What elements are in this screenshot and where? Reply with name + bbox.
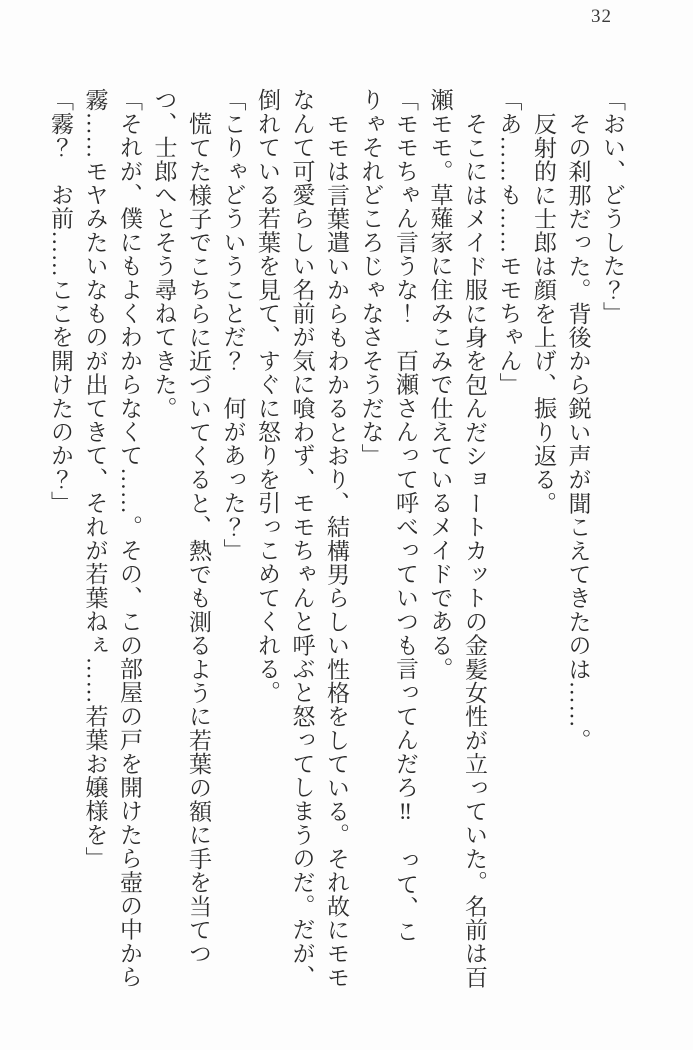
paragraph-narration: 慌てた様子でこちらに近づいてくると、熱でも測るように若葉の額に手を当てつつ、士郎へとそう尋ねてきた。 [151,88,211,966]
paragraph-dialogue: 「おい、どうした？」 [600,88,625,325]
paragraph-narration: 反射的に士郎は顔を上げ、振り返る。 [531,112,556,515]
paragraph-dialogue: 「霧？ お前……ここを開けたのか？」 [48,88,73,515]
paragraph-dialogue: 「こりゃどういうことだ？ 何があった？」 [220,88,246,562]
paragraph-dialogue: 「あ……も……モモちゃん」 [496,88,522,397]
paragraph-narration: その刹那だった。背後から鋭い声が聞こえてきたのは……。 [565,112,591,752]
paragraph-narration: モモは言葉遣いからもわかるとおり、結構男らしい性格をしている。それ故にモモなんて可愛らしい名前が気に喰わず、モモちゃんと呼ぶと怒ってしまうのだ。だが、倒れている若葉を見て、すぐに怒りを引っこめてくれる。 [255,88,349,989]
paragraph-dialogue: 「モモちゃん言うな！ 百瀬さんって呼べっていつも言ってんだろ‼ って、こりゃそれどころじゃなさそうだな」 [358,88,418,944]
paragraph-dialogue: 「それが、僕にもよくわからなくて……。その、この部屋の戸を開けたら壺の中から霧……モヤみたいなものが出てきて、それが若葉ねぇ……若葉お嬢様を」 [82,88,142,989]
page-text [43,88,630,990]
paragraph-narration: そこにはメイド服に身を包んだショートカットの金髪女性が立っていた。名前は百瀬モモ。草薙家に住みこみで仕えているメイドである。 [427,88,487,989]
page-number: 32 [591,6,612,27]
